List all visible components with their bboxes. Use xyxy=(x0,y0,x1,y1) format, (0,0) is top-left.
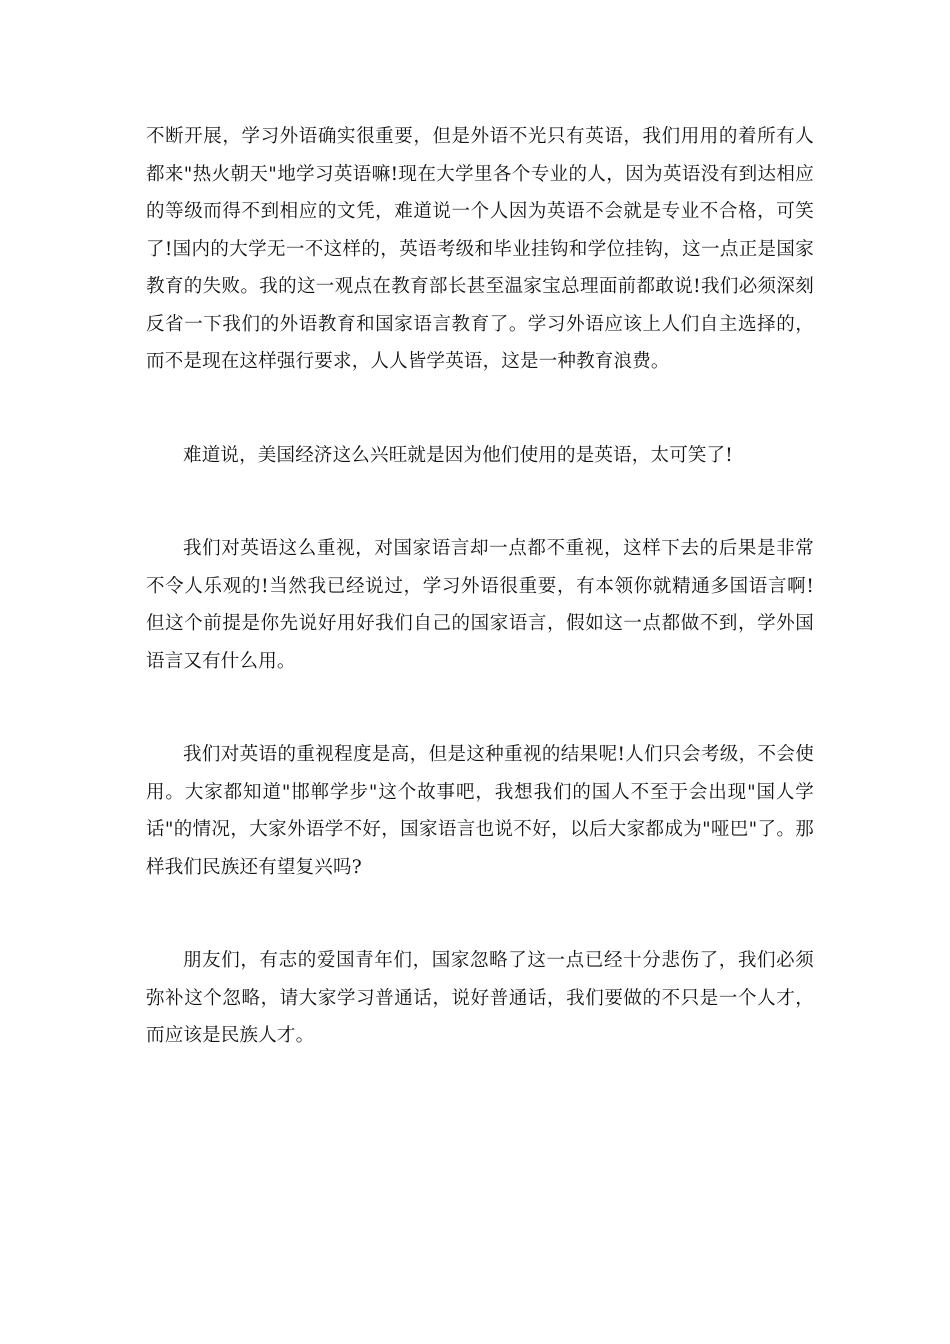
paragraph-1: 不断开展，学习外语确实很重要，但是外语不光只有英语，我们用用的着所有人都来"热火朝天"地学习英语嘛!现在大学里各个专业的人，因为英语没有到达相应的等级而得不到相应的文凭，难道说一个人因为英语不会就是专业不合格，可笑了!国内的大学无一不这样的，英语考级和毕业挂钩和学位挂钩，这一点正是国家教育的失败。我的这一观点在教育部长甚至温家宝总理面前都敢说!我们必须深刻反省一下我们的外语教育和国家语言教育了。学习外语应该上人们自主选择的，而不是现在这样强行要求，人人皆学英语，这是一种教育浪费。 xyxy=(146,126,814,372)
paragraph-5: 朋友们，有志的爱国青年们，国家忽略了这一点已经十分悲伤了，我们必须弥补这个忽略，请大家学习普通话，说好普通话，我们要做的不只是一个人才，而应该是民族人才。 xyxy=(146,950,814,1046)
document-body xyxy=(146,118,814,1055)
paragraph-3: 我们对英语这么重视，对国家语言却一点都不重视，这样下去的后果是非常不令人乐观的!当然我已经说过，学习外语很重要，有本领你就精通多国语言啊!但这个前提是你先说好用好我们自己的国家语言，假如这一点都做不到，学外国语言又有什么用。 xyxy=(146,538,814,672)
paragraph-4: 我们对英语的重视程度是高，但是这种重视的结果呢!人们只会考级，不会使用。大家都知道"邯郸学步"这个故事吧，我想我们的国人不至于会出现"国人学话"的情况，大家外语学不好，国家语言也说不好，以后大家都成为"哑巴"了。那样我们民族还有望复兴吗? xyxy=(146,744,814,878)
paragraph-2: 难道说，美国经济这么兴旺就是因为他们使用的是英语，太可笑了! xyxy=(183,444,733,466)
